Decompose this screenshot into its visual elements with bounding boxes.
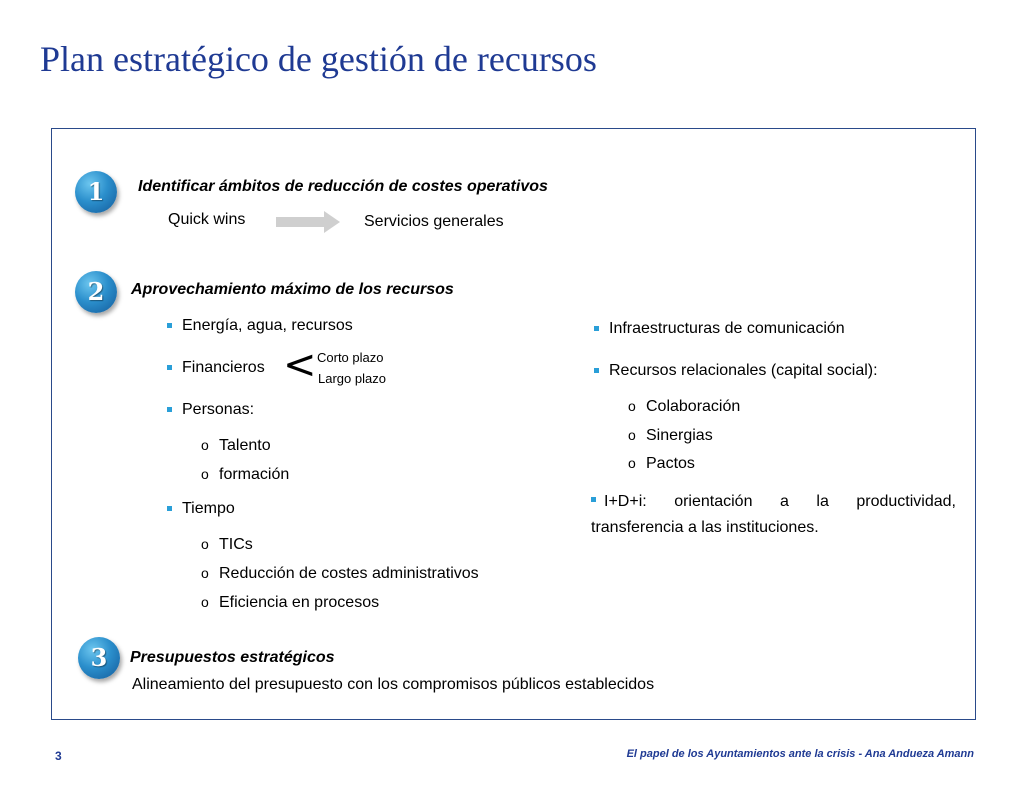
list-item-infraestructuras: Infraestructuras de comunicación [609,320,845,337]
list-item-recursos-relacionales: Recursos relacionales (capital social): [609,362,878,379]
sub-item-formacion: o formación [219,466,289,484]
quick-wins-label: Quick wins [168,211,246,228]
section2-heading: Aprovechamiento máximo de los recursos [131,281,454,298]
sub-item-sinergias: o Sinergias [646,427,713,445]
section3-heading: Presupuestos estratégicos [130,649,335,666]
sub-item-talento: o Talento [219,437,271,455]
list-item-energia: Energía, agua, recursos [182,317,353,334]
section1-heading: Identificar ámbitos de reducción de costes operativos [138,178,548,195]
page-number: 3 [55,749,62,763]
sub-item-reduccion: o Reducción de costes administrativos [219,565,479,583]
right-arrow-icon [276,211,340,233]
number-badge-1: 1 [75,171,117,213]
servicios-generales-label: Servicios generales [364,213,504,230]
bracket-icon: < [283,342,317,388]
list-item-financieros: Financieros [182,359,265,376]
footer-caption: El papel de los Ayuntamientos ante la crisis - Ana Andueza Amann [626,748,974,760]
section3-text: Alineamiento del presupuesto con los compromisos públicos establecidos [132,676,655,693]
sub-item-pactos: o Pactos [646,455,695,473]
sub-item-colaboracion: o Colaboración [646,398,740,416]
largo-plazo-label: Largo plazo [318,371,386,386]
sub-item-eficiencia: o Eficiencia en procesos [219,594,379,612]
list-item-idi [591,489,956,541]
number-badge-2: 2 [75,271,117,313]
idi-text: I+D+i: orientación a la productividad, transferencia a las instituciones. [591,493,956,536]
number-badge-3: 3 [78,637,120,679]
list-item-tiempo: Tiempo [182,500,235,517]
page-title: Plan estratégico de gestión de recursos [40,39,597,79]
sub-item-tics: o TICs [219,536,253,554]
list-item-personas: Personas: [182,401,255,418]
corto-plazo-label: Corto plazo [317,350,384,365]
